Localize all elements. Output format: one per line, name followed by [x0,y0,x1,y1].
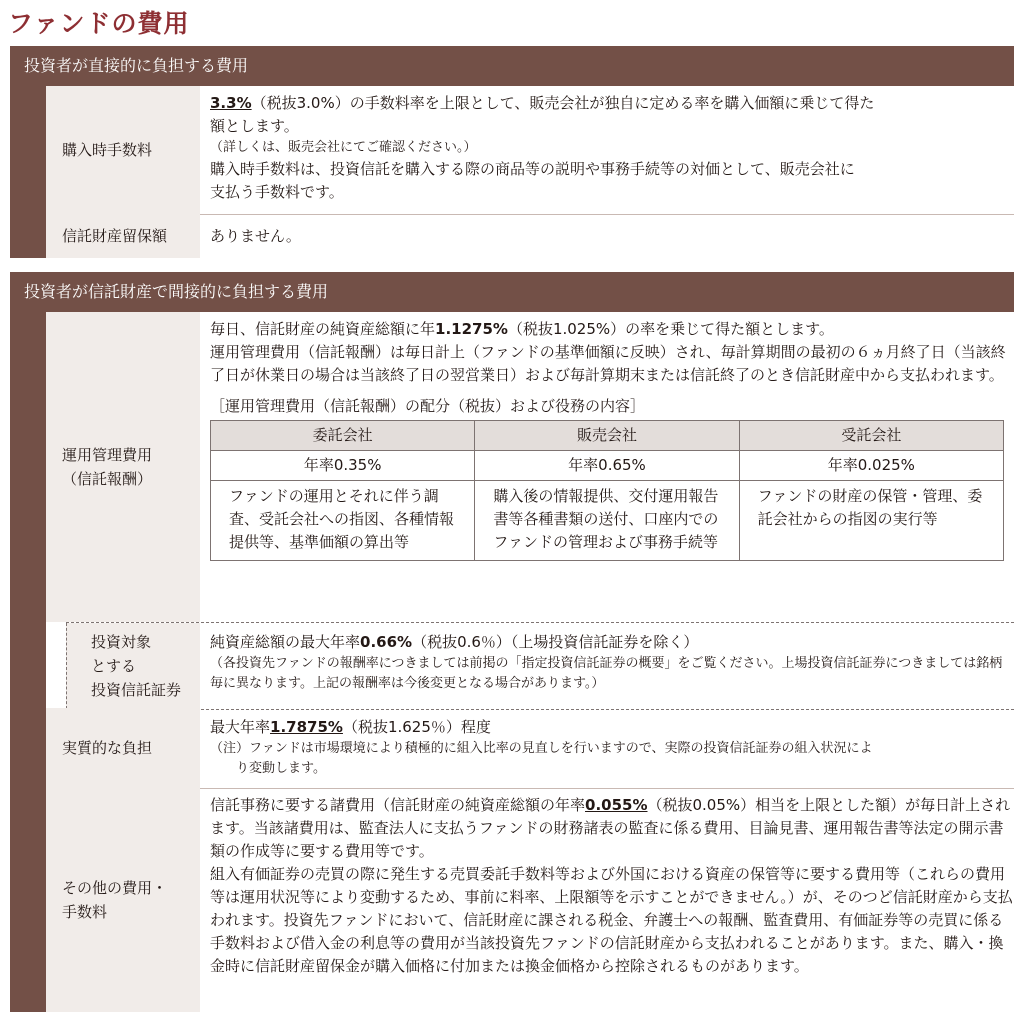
management-fee-content: 毎日、信託財産の純資産総額に年1.1275%（税抜1.025%）の率を乗じて得た額とします。 運用管理費用（信託報酬）は毎日計上（ファンドの基準価額に反映）され、毎計算期間の最初の６ヵ月終了日（当該終了日が休業日の場合は当該終了日の翌営業日）および毎計算期末または信託終了のとき信託財産中から支払われます。 ［運用管理費用（信託報酬）の配分（税抜）および役務の内容］ 委託会社 販売会社 受託会社 年率0.35% 年率0.65% 年率0.025% ファンドの運用とそれに伴う調査、受託会社への指図、各種情報提供等、基準価額の算出等 購入後の情報提供、交付運用報告書等各種書類の送付、口座内でのファンドの管理および事務手続等 ファンドの財産の保管・管理、委託会社からの指図の実行等 [200,312,1014,622]
table-cell: ファンドの運用とそれに伴う調査、受託会社への指図、各種情報提供等、基準価額の算出等 [211,481,475,561]
table-cell: ファンドの財産の保管・管理、委託会社からの指図の実行等 [739,481,1003,561]
other-fees-row: その他の費用・ 手数料 信託事務に要する諸費用（信託財産の純資産総額の年率0.055%（税抜0.05%）相当を上限とした額）が毎日計上されます。当該諸費用は、監査法人に支払うファンドの財務諸表の監査に係る費用、目論見書、運用報告書等法定の開示書類の作成等に要する費用等です。 組入有価証券の売買の際に発生する売買委託手数料等および外国における資産の保管等に要する費用等（これらの費用等は運用状況等により変動するため、事前に料率、上限額等を示すことができません。）が、そのつど信託財産から支払われます。投資先ファンドにおいて、信託財産に課される税金、弁護士への報酬、監査費用、有価証券等の売買に係る手数料および借入金の利息等の費用が当該投資先ファンドの信託財産から支払われることがあります。また、購入・換金時に信託財産留保金が購入価格に付加または換金価格から控除されるものがあります。 [46,788,1014,1012]
retention-value: ありません。 [210,226,301,245]
other-fees-content: 信託事務に要する諸費用（信託財産の純資産総額の年率0.055%（税抜0.05%）相当を上限とした額）が毎日計上されます。当該諸費用は、監査法人に支払うファンドの財務諸表の監査に係る費用、目論見書、運用報告書等法定の開示書類の作成等に要する費用等です。 組入有価証券の売買の際に発生する売買委託手数料等および外国における資産の保管等に要する費用等（これらの費用等は運用状況等により変動するため、事前に料率、上限額等を示すことができません。）が、そのつど信託財産から支払われます。投資先ファンドにおいて、信託財産に課される税金、弁護士への報酬、監査費用、有価証券等の売買に係る手数料および借入金の利息等の費用が当該投資先ファンドの信託財産から支払われることがあります。また、購入・換金時に信託財産留保金が購入価格に付加または換金価格から控除されるものがあります。 [210,796,1013,975]
table-cell: 年率0.025% [739,451,1003,481]
indirect-costs-header: 投資者が信託財産で間接的に負担する費用 [10,272,1014,312]
management-fee-label: 運用管理費用 [62,446,153,464]
target-fee-label: 投資対象 [91,633,152,651]
fee-table-caption: ［運用管理費用（信託報酬）の配分（税抜）および役務の内容］ [210,397,646,415]
direct-costs-header: 投資者が直接的に負担する費用 [10,46,1014,86]
management-fee-row: 運用管理費用 （信託報酬） 毎日、信託財産の純資産総額に年1.1275%（税抜1.025%）の率を乗じて得た額とします。 運用管理費用（信託報酬）は毎日計上（ファンドの基準価額に反映）され、毎計算期間の最初の６ヵ月終了日（当該終了日が休業日の場合は当該終了日の翌営業日）および毎計算期末または信託終了のとき信託財産中から支払われます。 ［運用管理費用（信託報酬）の配分（税抜）および役務の内容］ 委託会社 販売会社 受託会社 年率0.35% 年率0.65% 年率0.025% ファンドの運用とそれに伴う調査、受託会社への指図、各種情報提供等、基準価額の算出等 購入後の情報提供、交付運用報告書等各種書類の送付、口座内でのファンドの管理および事務手続等 ファンドの財産の保管・管理、委託会社からの指図の実行等 [46,312,1014,622]
purchase-fee-row [46,86,1014,215]
indirect-costs-section [10,272,1014,1012]
page-title: ファンドの費用 [8,9,190,38]
purchase-fee-label: 購入時手数料 [46,86,200,214]
table-header: 受託会社 [739,421,1003,451]
direct-costs-section [10,46,1014,258]
actual-burden-content: 最大年率1.7875%（税抜1.625％）程度 （注）ファンドは市場環境により積極的に組入比率の見直しを行いますので、実際の投資信託証券の組入状況によ り変動します。 [210,718,873,776]
actual-burden-label: 実質的な負担 [46,708,200,788]
target-fee-row: 投資対象 とする 投資信託証券 純資産総額の最大年率0.66%（税抜0.6％）（上場投資信託証券を除く） （各投資先ファンドの報酬率につきましては前掲の「指定投資信託証券の概要」をご覧ください。上場投資信託証券につきましては銘柄毎に異なります。上記の報酬率は今後変更となる場合があります。） [66,622,1014,710]
table-cell: 年率0.35% [211,451,475,481]
retention-label: 信託財産留保額 [46,214,200,258]
actual-burden-row [46,708,1014,789]
other-fees-label: その他の費用・ [62,879,168,897]
table-cell: 年率0.65% [475,451,739,481]
table-header: 委託会社 [211,421,475,451]
purchase-fee-content: 3.3%（税抜3.0%）の手数料率を上限として、販売会社が独自に定める率を購入価額に乗じて得た 額とします。 （詳しくは、販売会社にてご確認ください。） 購入時手数料は、投資信託を購入する際の商品等の説明や事務手続等の対価として、販売会社に 支払う手数料です。 [210,94,875,201]
table-cell: 購入後の情報提供、交付運用報告書等各種書類の送付、口座内でのファンドの管理および事務手続等 [475,481,739,561]
fee-allocation-table [210,420,1004,561]
retention-row [46,214,1014,258]
table-header: 販売会社 [475,421,739,451]
target-fee-content: 純資産総額の最大年率0.66%（税抜0.6％）（上場投資信託証券を除く） （各投資先ファンドの報酬率につきましては前掲の「指定投資信託証券の概要」をご覧ください。上場投資信託証券につきましては銘柄毎に異なります。上記の報酬率は今後変更となる場合があります。） [210,633,1003,691]
